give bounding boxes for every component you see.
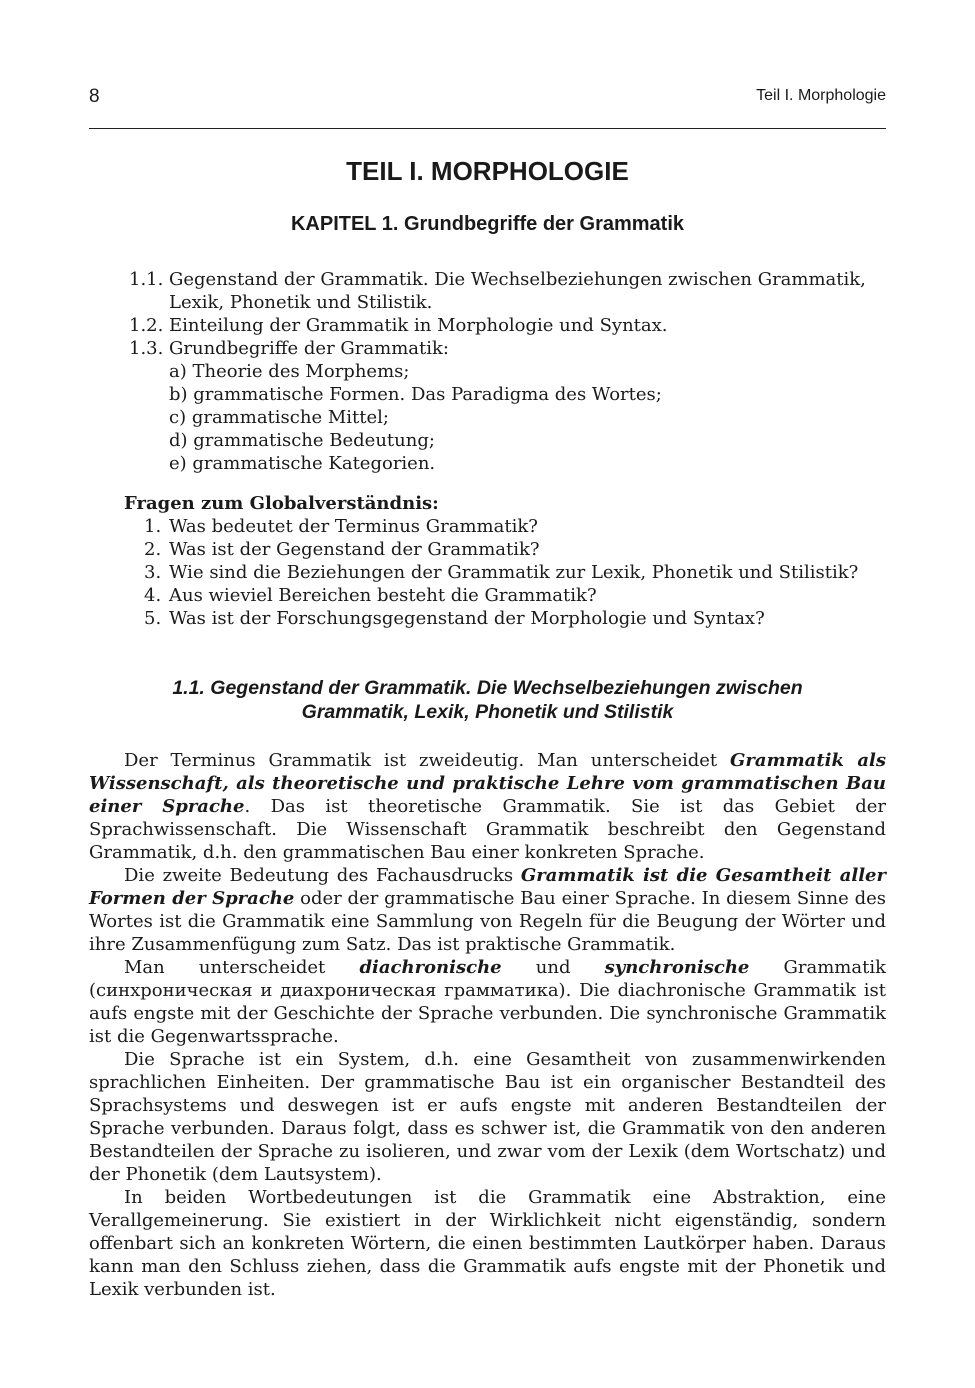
question-text: Was ist der Forschungsgegenstand der Morphologie und Syntax? [169, 608, 765, 629]
contents-item-text: Einteilung der Grammatik in Morphologie und Syntax. [169, 315, 668, 336]
contents-subitem: e) grammatische Kategorien. [169, 453, 436, 474]
section-title-line: Grammatik, Lexik, Phonetik und Stilistik [301, 701, 674, 723]
contents-item-text: Gegenstand der Grammatik. Die Wechselbeziehungen zwischen Grammatik, [169, 269, 866, 290]
paragraph [89, 749, 886, 864]
contents-item-number: 1.1. [129, 269, 164, 290]
contents-item [89, 268, 895, 314]
text-run: Die zweite Bedeutung des Fachausdrucks [124, 865, 521, 886]
question-text: Wie sind die Beziehungen der Grammatik zur Lexik, Phonetik und Stilistik? [169, 562, 859, 583]
text-run: . Das ist theoretische Grammatik. Sie ist das Gebiet der Sprachwissenschaft. Die Wissenschaft Grammatik beschreibt den Gegenstand Grammatik, d.h. den grammatischen Bau einer konkreten Sprache. [89, 796, 886, 863]
running-header [89, 84, 886, 108]
running-title: Teil I. Morphologie [756, 87, 886, 104]
paragraph: In beiden Wortbedeutungen ist die Grammatik eine Abstraktion, eine Verallgemeinerung. Sie existiert in der Wirklichkeit nicht eigenständig, sondern offenbart sich an konkreten Wörtern, die einen bestimmten Lautkörper haben. Daraus kann man den Schluss ziehen, dass die Grammatik aufs engste mit der Phonetik und Lexik verbunden ist. [89, 1187, 886, 1300]
text-run: Grammatik (синхроническая и диахроническая грамматика). Die diachronische Grammatik ist aufs engste mit der Geschichte der Sprache verbunden. Die synchronische Grammatik ist die Gegenwartssprache. [89, 957, 887, 1047]
chapter-contents [89, 268, 895, 475]
text-run: Man unterscheidet [124, 957, 360, 978]
paragraph: Die Sprache ist ein System, d.h. eine Gesamtheit von zusammenwirkenden sprachlichen Einheiten. Der grammatische Bau ist ein organischer Bestandteil des Sprachsystems und deswegen ist er aufs engste mit anderen Bestandteilen der Sprache verbunden. Daraus folgt, dass es schwer ist, die Grammatik von den anderen Bestandteilen der Sprache zu isolieren, und zwar vom der Lexik (dem Wortschatz) und der Phonetik (dem Lautsystem). [89, 1049, 886, 1185]
header-rule [89, 128, 886, 129]
question-item [89, 515, 895, 538]
question-number: 2. [144, 539, 162, 560]
part-title: TEIL I. MORPHOLOGIE [346, 156, 629, 186]
paragraph [89, 956, 886, 1048]
question-text: Was ist der Gegenstand der Grammatik? [169, 539, 540, 560]
contents-subitem: a) Theorie des Morphems; [169, 361, 410, 382]
text-run: und [501, 957, 605, 978]
questions-heading: Fragen zum Globalverständnis: [124, 493, 439, 514]
emphasis-term: Grammatik ist die Gesamtheit aller Formen der Sprache [89, 865, 886, 909]
question-number: 3. [144, 562, 162, 583]
text-run: oder der grammatische Bau einer Sprache. In diesem Sinne des Wortes ist die Grammatik eine Sammlung von Regeln für die Beugung der Wörter und ihre Zusammenfügung zum Satz. Das ist praktische Grammatik. [89, 888, 887, 955]
contents-item [89, 337, 895, 360]
contents-item-continuation: Lexik, Phonetik und Stilistik. [169, 292, 433, 313]
contents-item [89, 314, 895, 337]
question-item [89, 538, 895, 561]
section-title [89, 676, 886, 724]
questions-block [89, 492, 895, 630]
emphasis-term: synchronische [604, 957, 750, 978]
contents-subitem: c) grammatische Mittel; [169, 407, 389, 428]
question-number: 4. [144, 585, 162, 606]
question-item [89, 561, 895, 584]
paragraph [89, 864, 886, 956]
contents-item-text: Grundbegriffe der Grammatik: [169, 338, 449, 359]
question-item [89, 607, 895, 630]
page-number: 8 [89, 86, 100, 107]
question-text: Was bedeutet der Terminus Grammatik? [169, 516, 538, 537]
question-number: 1. [144, 516, 162, 537]
question-item [89, 584, 895, 607]
contents-item-number: 1.2. [129, 315, 164, 336]
emphasis-term: diachronische [359, 957, 502, 978]
body-text [89, 749, 886, 1301]
emphasis-term: Grammatik als Wissenschaft, als theoretische und praktische Lehre vom grammatischen Bau einer Sprache [89, 750, 886, 817]
question-text: Aus wieviel Bereichen besteht die Grammatik? [169, 585, 597, 606]
contents-item-number: 1.3. [129, 338, 164, 359]
contents-subitem: b) grammatische Formen. Das Paradigma des Wortes; [169, 384, 662, 405]
contents-subitem: d) grammatische Bedeutung; [169, 430, 435, 451]
chapter-title: KAPITEL 1. Grundbegriffe der Grammatik [290, 213, 685, 235]
section-title-line: 1.1. Gegenstand der Grammatik. Die Wechselbeziehungen zwischen [172, 677, 803, 699]
question-number: 5. [144, 608, 162, 629]
text-run: Der Terminus Grammatik ist zweideutig. Man unterscheidet [124, 750, 731, 771]
